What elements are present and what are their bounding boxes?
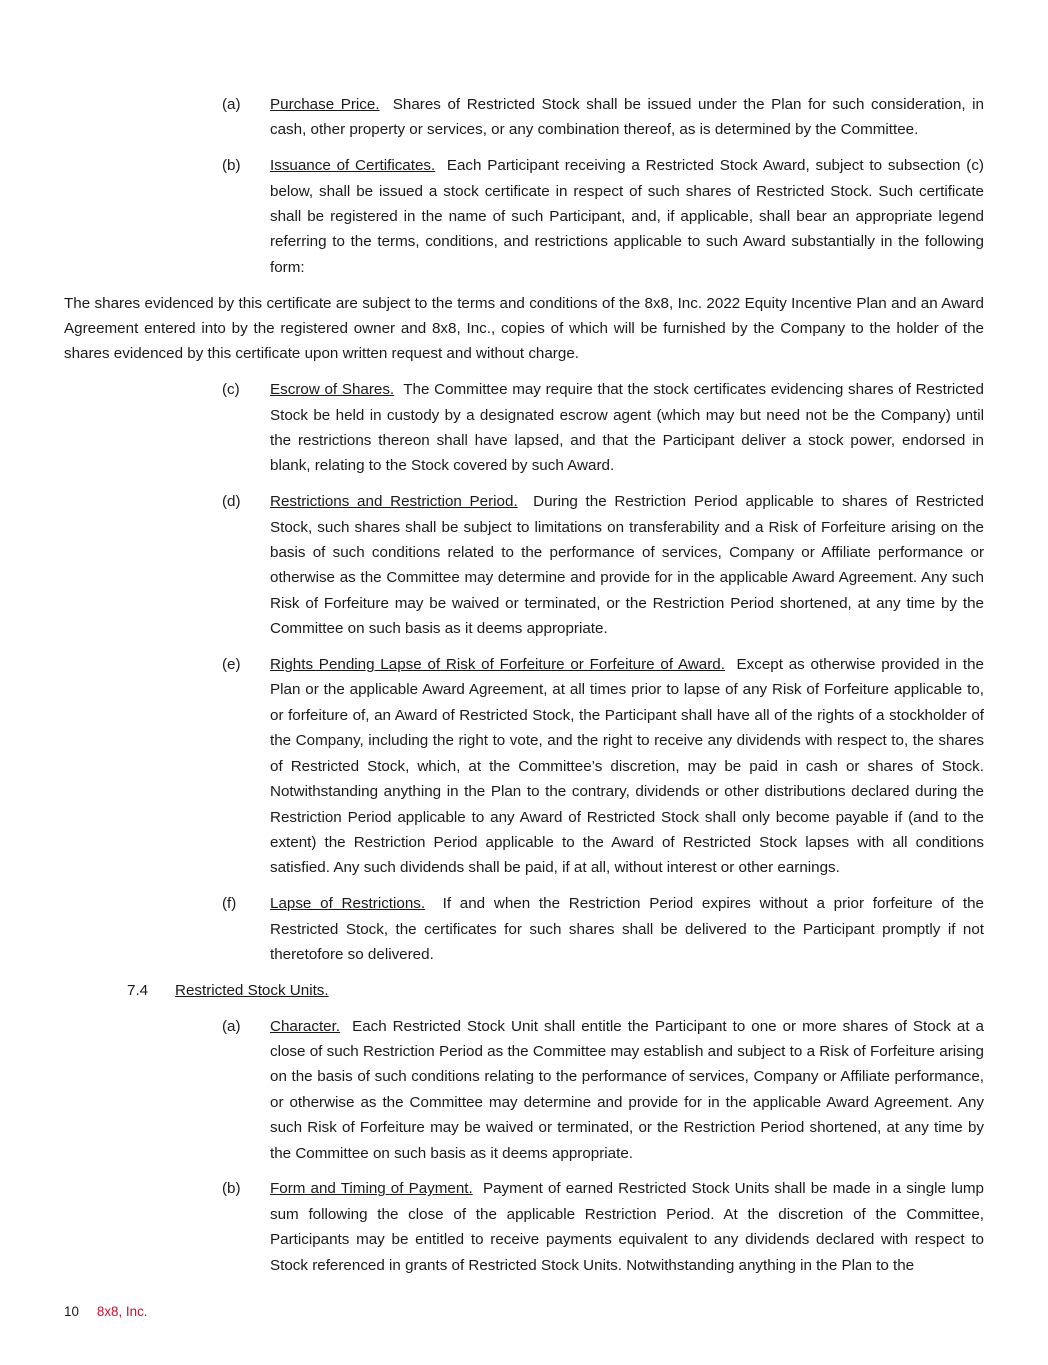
company-name: 8x8, Inc.	[96, 1304, 148, 1319]
page-footer	[64, 1303, 148, 1321]
list-item	[222, 489, 984, 641]
item-body: If and when the Restriction Period expires without a prior forfeiture of the Restricted Stock, the certificates for such shares shall be delivered to the Participant promptly if not theretofore so delivered.	[270, 895, 984, 963]
list-item	[222, 1176, 984, 1278]
item-body: Each Participant receiving a Restricted Stock Award, subject to subsection (c) below, shall be issued a stock certificate in respect of such shares of Restricted Stock. Such certificate shall be registered in the name of such Participant, and, if applicable, shall bear an appropriate legend referring to the terms, conditions, and restrictions applicable to such Award substantially in the following form:	[270, 157, 984, 276]
list-item	[222, 153, 984, 280]
item-label: (d)	[222, 493, 241, 511]
section-number: 7.4	[127, 981, 149, 999]
item-title: Restrictions and Restriction Period.	[270, 493, 518, 511]
list-item	[222, 652, 984, 881]
certificate-legend: The shares evidenced by this certificate are subject to the terms and conditions of the 8x8, Inc. 2022 Equity Incentive Plan and an Award Agreement entered into by the registered owner and 8x8, Inc., copies of which will be furnished by the Company to the holder of the shares evidenced by this certificate upon written request and without charge.	[64, 294, 984, 363]
item-title: Rights Pending Lapse of Risk of Forfeiture or Forfeiture of Award.	[270, 656, 725, 674]
item-body: Each Restricted Stock Unit shall entitle the Participant to one or more shares of Stock at a close of such Restriction Period as the Committee may establish and subject to a Risk of Forfeiture arising on the basis of such conditions relating to the performance of services, Company or Affiliate performance, or otherwise as the Committee may determine and provide for in the applicable Award Agreement. Any such Risk of Forfeiture may be waived or terminated, or the Restriction Period shortened, at any time by the Committee on such basis as it deems appropriate.	[270, 1017, 984, 1162]
list-item	[222, 1014, 984, 1166]
item-label: (c)	[222, 381, 240, 399]
item-title: Purchase Price.	[270, 96, 380, 113]
item-label: (e)	[222, 656, 241, 674]
list-item	[222, 377, 984, 479]
page-number: 10	[64, 1304, 79, 1319]
section-title: Restricted Stock Units.	[175, 981, 329, 999]
list-item	[222, 92, 985, 143]
item-title: Issuance of Certificates.	[270, 157, 436, 175]
item-body: Except as otherwise provided in the Plan or the applicable Award Agreement, at all times prior to lapse of any Risk of Forfeiture applicable to, or forfeiture of, an Award of Restricted Stock, the Participant shall have all of the rights of a stockholder of the Company, including the right to vote, and the right to receive any dividends with respect to, the shares of Restricted Stock, which, at the Committee’s discretion, may be paid in cash or shares of Stock. Notwithstanding anything in the Plan to the contrary, dividends or other distributions declared during the Restriction Period applicable to any Award of Restricted Stock shall only become payable if (and to the extent) the Restriction Period applicable to the Award of Restricted Stock lapses with all conditions satisfied. Any such dividends shall be paid, if at all, without interest or other earnings.	[270, 656, 984, 877]
item-label: (b)	[222, 1180, 241, 1198]
item-label: (a)	[222, 96, 241, 113]
list-item	[222, 891, 984, 967]
page-body	[0, 92, 1048, 1278]
item-title: Lapse of Restrictions.	[270, 895, 426, 913]
item-label: (b)	[222, 157, 241, 175]
item-label: (f)	[222, 895, 237, 913]
item-title: Character.	[270, 1017, 341, 1035]
section-heading	[127, 978, 1048, 1003]
item-label: (a)	[222, 1017, 241, 1035]
item-body: The Committee may require that the stock certificates evidencing shares of Restricted Stock be held in custody by a designated escrow agent (which may but need not be the Company) until the restrictions thereon shall have lapsed, and that the Participant deliver a stock power, endorsed in blank, relating to the Stock covered by such Award.	[270, 381, 984, 475]
item-title: Form and Timing of Payment.	[270, 1180, 473, 1198]
item-body: Payment of earned Restricted Stock Units shall be made in a single lump sum following the close of the applicable Restriction Period. At the discretion of the Committee, Participants may be entitled to receive payments equivalent to any dividends declared with respect to Stock referenced in grants of Restricted Stock Units. Notwithstanding anything in the Plan to the	[270, 1180, 984, 1274]
item-body: During the Restriction Period applicable to shares of Restricted Stock, such shares shall be subject to limitations on transferability and a Risk of Forfeiture arising on the basis of such conditions related to the performance of services, Company or Affiliate performance or otherwise as the Committee may determine and provide for in the applicable Award Agreement. Any such Risk of Forfeiture may be waived or terminated, or the Restriction Period shortened, at any time by the Committee on such basis as it deems appropriate.	[270, 493, 984, 638]
item-title: Escrow of Shares.	[270, 381, 395, 399]
item-body: Shares of Restricted Stock shall be issued under the Plan for such consideration, in cash, other property or services, or any combination thereof, as is determined by the Committee.	[270, 96, 985, 139]
